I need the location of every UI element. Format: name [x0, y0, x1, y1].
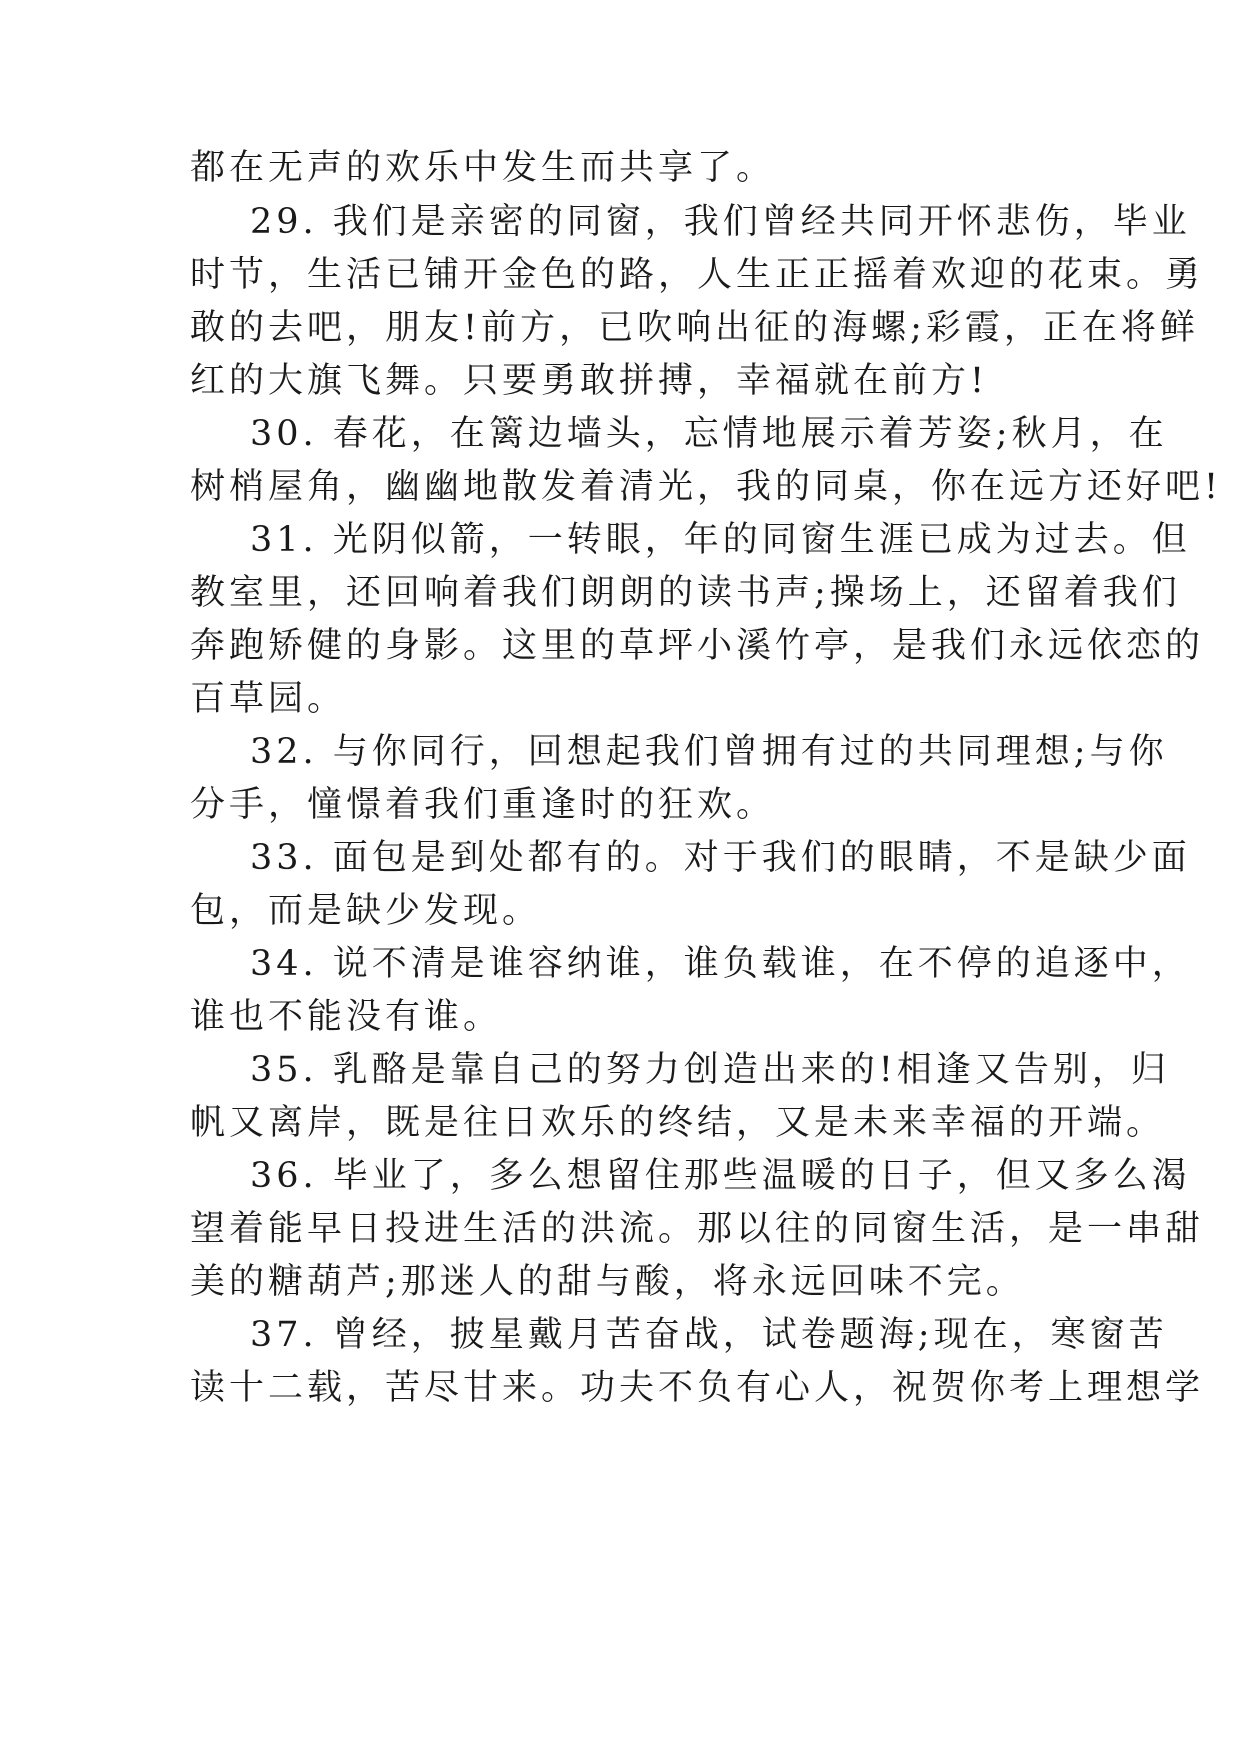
text-line: 帆又离岸，既是往日欢乐的终结，又是未来幸福的开端。 [190, 1103, 1166, 1143]
text-line: 美的糖葫芦;那迷人的甜与酸，将永远回味不完。 [190, 1262, 1025, 1302]
text-line: 32. 与你同行，回想起我们曾拥有过的共同理想;与你 [250, 732, 1168, 772]
text-line: 35. 乳酪是靠自己的努力创造出来的!相逢又告别，归 [250, 1050, 1170, 1090]
text-line: 34. 说不清是谁容纳谁，谁负载谁，在不停的追逐中， [250, 944, 1191, 984]
text-line: 敢的去吧，朋友!前方，已吹响出征的海螺;彩霞，正在将鲜 [190, 308, 1199, 348]
text-line: 分手，憧憬着我们重逢时的狂欢。 [190, 785, 776, 825]
text-line: 29. 我们是亲密的同窗，我们曾经共同开怀悲伤，毕业 [250, 202, 1191, 242]
text-line: 树梢屋角，幽幽地散发着清光，我的同桌，你在远方还好吧! [190, 467, 1223, 507]
text-line: 36. 毕业了，多么想留住那些温暖的日子，但又多么渴 [250, 1156, 1191, 1196]
text-line: 30. 春花，在篱边墙头，忘情地展示着芳姿;秋月，在 [250, 414, 1168, 454]
text-line: 教室里，还回响着我们朗朗的读书声;操场上，还留着我们 [190, 573, 1181, 613]
text-line: 时节，生活已铺开金色的路，人生正正摇着欢迎的花束。勇 [190, 255, 1205, 295]
text-line: 33. 面包是到处都有的。对于我们的眼睛，不是缺少面 [250, 838, 1191, 878]
text-line: 包，而是缺少发现。 [190, 891, 542, 931]
text-line: 都在无声的欢乐中发生而共享了。 [190, 148, 776, 188]
text-line: 31. 光阴似箭，一转眼，年的同窗生涯已成为过去。但 [250, 520, 1191, 560]
text-line: 读十二载，苦尽甘来。功夫不负有心人，祝贺你考上理想学 [190, 1368, 1205, 1408]
text-line: 红的大旗飞舞。只要勇敢拼搏，幸福就在前方! [190, 361, 989, 401]
text-line: 百草园。 [190, 679, 347, 719]
text-line: 望着能早日投进生活的洪流。那以往的同窗生活，是一串甜 [190, 1209, 1205, 1249]
text-line: 谁也不能没有谁。 [190, 997, 503, 1037]
text-line: 奔跑矫健的身影。这里的草坪小溪竹亭，是我们永远依恋的 [190, 626, 1205, 666]
text-line: 37. 曾经，披星戴月苦奋战，试卷题海;现在，寒窗苦 [250, 1315, 1168, 1355]
